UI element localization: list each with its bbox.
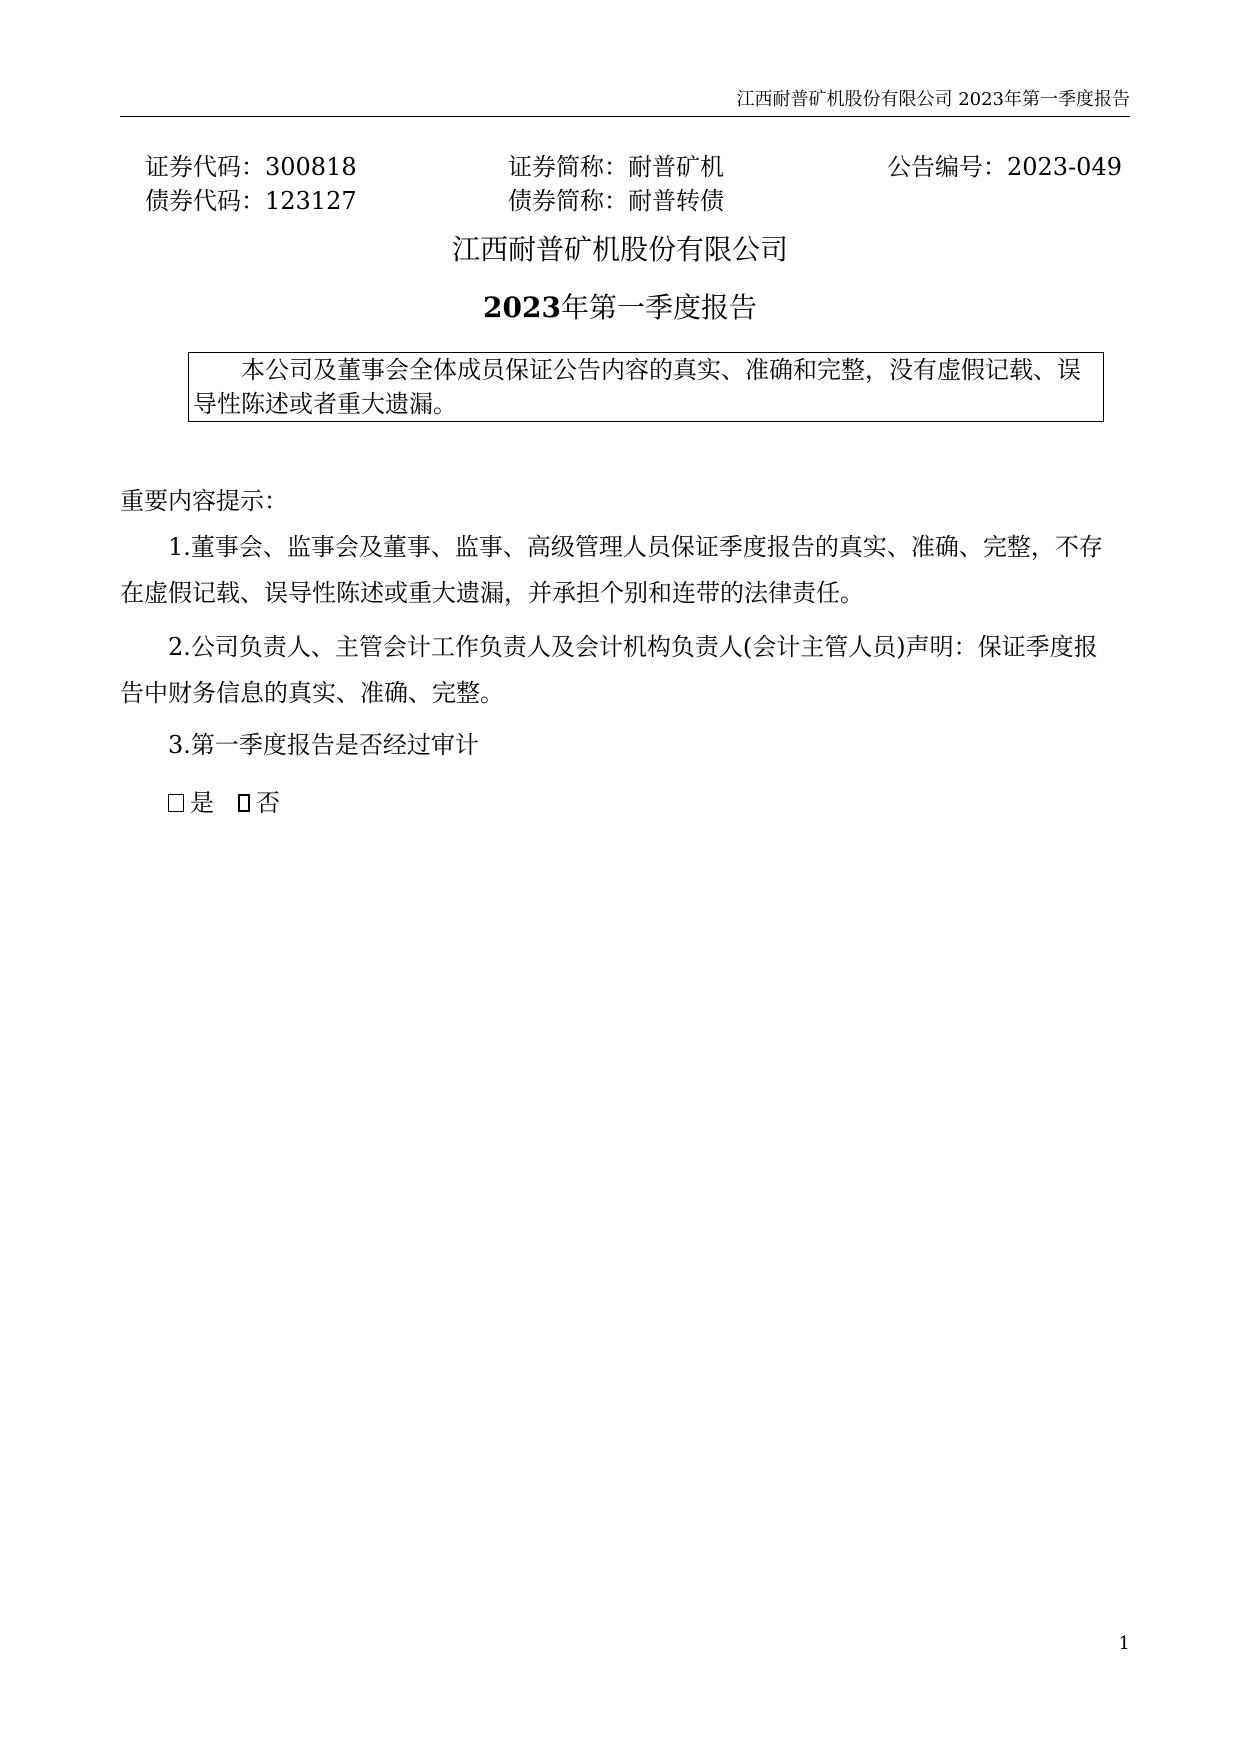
bond-name: 债券简称：耐普转债	[508, 187, 724, 215]
company-title: 江西耐普矿机股份有限公司	[451, 233, 788, 266]
stock-name: 证券简称：耐普矿机	[508, 153, 724, 181]
audit-yes-label: 是	[190, 789, 214, 817]
board-statement-text: 本公司及董事会全体成员保证公告内容的真实、准确和完整，没有虚假记载、误导性陈述或者重大遗漏。	[193, 356, 1081, 418]
report-title	[0, 290, 1240, 326]
audit-no-checkbox[interactable]	[238, 794, 250, 812]
page-number: 1	[1118, 1633, 1130, 1654]
audit-yes-checkbox[interactable]	[168, 794, 184, 812]
notice-item-1: 1.董事会、监事会及董事、监事、高级管理人员保证季度报告的真实、准确、完整，不存在虚假记载、误导性陈述或重大遗漏，并承担个别和连带的法律责任。	[120, 533, 1103, 607]
notice-item-3: 3.第一季度报告是否经过审计	[168, 731, 479, 759]
stock-code: 证券代码：300818	[145, 153, 357, 181]
audit-options	[168, 786, 280, 820]
page-header-text: 江西耐普矿机股份有限公司 2023年第一季度报告	[736, 89, 1130, 110]
securities-info	[145, 150, 1125, 218]
bond-info-row	[145, 184, 1125, 218]
notice-item-2: 2.公司负责人、主管会计工作负责人及会计机构负责人(会计主管人员)声明：保证季度报告中财务信息的真实、准确、完整。	[120, 633, 1098, 707]
page-header	[120, 88, 1130, 117]
stock-info-row	[145, 150, 1125, 184]
announcement-number: 公告编号：2023-049	[887, 153, 1122, 181]
notice-heading: 重要内容提示：	[120, 487, 288, 515]
audit-no-label: 否	[256, 789, 280, 817]
report-name: 年第一季度报告	[560, 291, 757, 324]
report-year: 2023	[483, 291, 561, 324]
board-statement-box	[188, 352, 1104, 422]
bond-code: 债券代码：123127	[145, 187, 357, 215]
